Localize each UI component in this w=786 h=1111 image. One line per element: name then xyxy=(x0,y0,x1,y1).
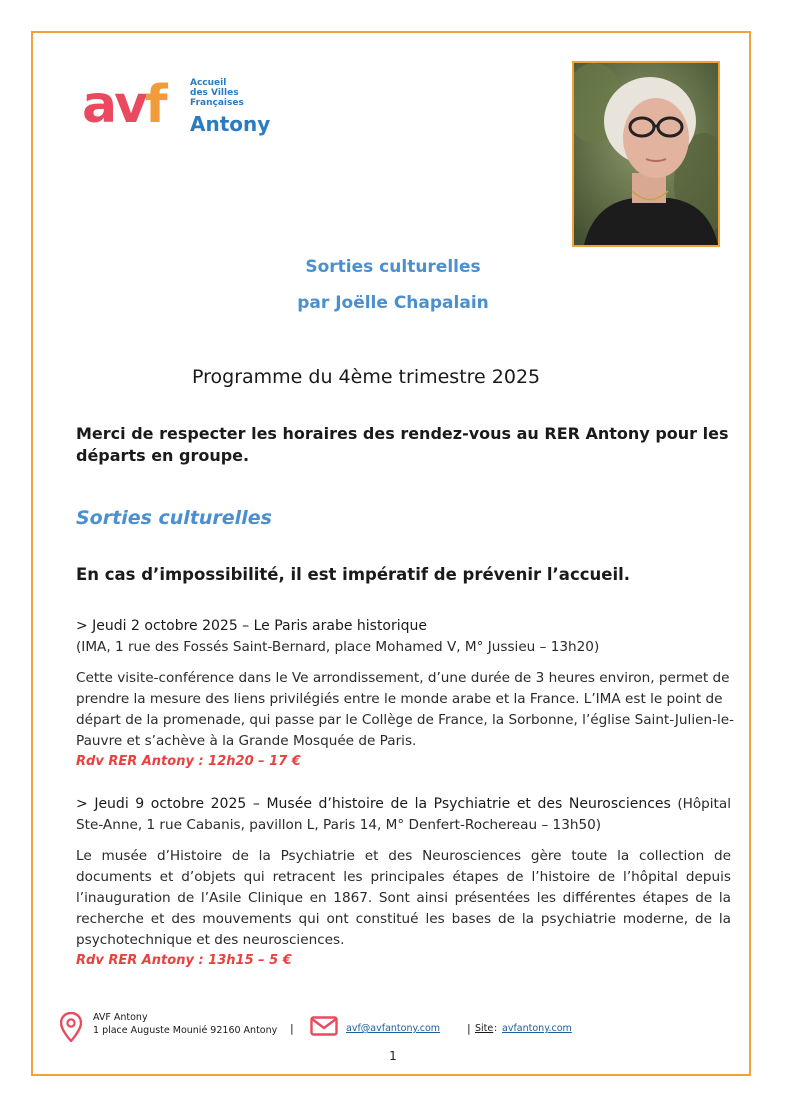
location-pin-icon xyxy=(60,1012,82,1042)
footer-street: 1 place Auguste Mounié 92160 Antony xyxy=(93,1025,278,1036)
avf-logo xyxy=(82,74,302,144)
notice-text: Merci de respecter les horaires des rendez-vous au RER Antony pour les départs en groupe. xyxy=(76,424,729,465)
event-location: (IMA, 1 rue des Fossés Saint-Bernard, place Mohamed V, M° Jussieu – 13h20) xyxy=(76,639,600,655)
logo-city: Antony xyxy=(190,112,271,136)
event-rdv: Rdv RER Antony : 13h15 – 5 € xyxy=(76,953,292,968)
footer-site-colon: : xyxy=(494,1023,498,1034)
logo-subtitle xyxy=(190,78,244,108)
footer-email-link[interactable]: avf@avfantony.com xyxy=(346,1023,441,1034)
section-title: Sorties culturelles xyxy=(76,507,272,529)
event-description: Le musée d’Histoire de la Psychiatrie et des Neurosciences gère toute la collection de documents et d’objets qui retracent les principales étapes de l’histoire de l’hôpital depuis l’inauguration de l’Asile Clinique en 1867. Sont ainsi présentées les différentes étapes de la recherche et des mouvements qui ont constitué les bases de la psychiatrie moderne, de la psychotechnique et des neurosciences. xyxy=(76,848,731,948)
event-rdv: Rdv RER Antony : 12h20 – 17 € xyxy=(76,754,301,769)
footer-site-link[interactable]: avfantony.com xyxy=(502,1023,572,1034)
logo-letters: avf xyxy=(82,75,165,135)
warning-text: En cas d’impossibilité, il est impératif de prévenir l’accueil. xyxy=(76,565,631,584)
logo-subtitle-line: Françaises xyxy=(190,98,244,108)
footer-site-label: Site xyxy=(475,1023,494,1034)
logo-subtitle-line: Accueil xyxy=(190,78,227,88)
event-description: Cette visite-conférence dans le Ve arrondissement, d’une durée de 3 heures environ, permet de prendre la mesure des liens privilégiés entre le monde arabe et la France. L’IMA est le point de départ de la promenade, qui passe par le Collège de France, la Sorbonne, l’église Saint-Julien-le-Pauvre et s’achève à la Grande Mosquée de Paris. xyxy=(76,670,735,749)
event-header xyxy=(76,794,731,836)
portrait-photo xyxy=(572,61,720,247)
footer-separator: | xyxy=(290,1022,294,1035)
footer-org: AVF Antony xyxy=(93,1012,148,1023)
logo-subtitle-line: des Villes xyxy=(190,88,239,98)
event-item xyxy=(76,616,736,772)
title-author: par Joëlle Chapalain xyxy=(297,293,489,313)
programme-title: Programme du 4ème trimestre 2025 xyxy=(192,366,541,388)
footer xyxy=(60,1012,740,1042)
event-location: (Hôpital Ste-Anne, 1 rue Cabanis, pavillon L, Paris 14, M° Denfert-Rochereau – 13h50) xyxy=(76,796,731,833)
footer-address xyxy=(93,1011,277,1037)
title-sorties: Sorties culturelles xyxy=(305,257,481,277)
page-number: 1 xyxy=(389,1049,397,1063)
mail-icon xyxy=(310,1016,338,1036)
footer-separator: | xyxy=(467,1022,471,1035)
event-heading: > Jeudi 2 octobre 2025 – Le Paris arabe historique xyxy=(76,618,428,634)
event-item xyxy=(76,794,731,971)
event-heading: > Jeudi 9 octobre 2025 – Musée d’histoire de la Psychiatrie et des Neurosciences xyxy=(76,796,671,812)
